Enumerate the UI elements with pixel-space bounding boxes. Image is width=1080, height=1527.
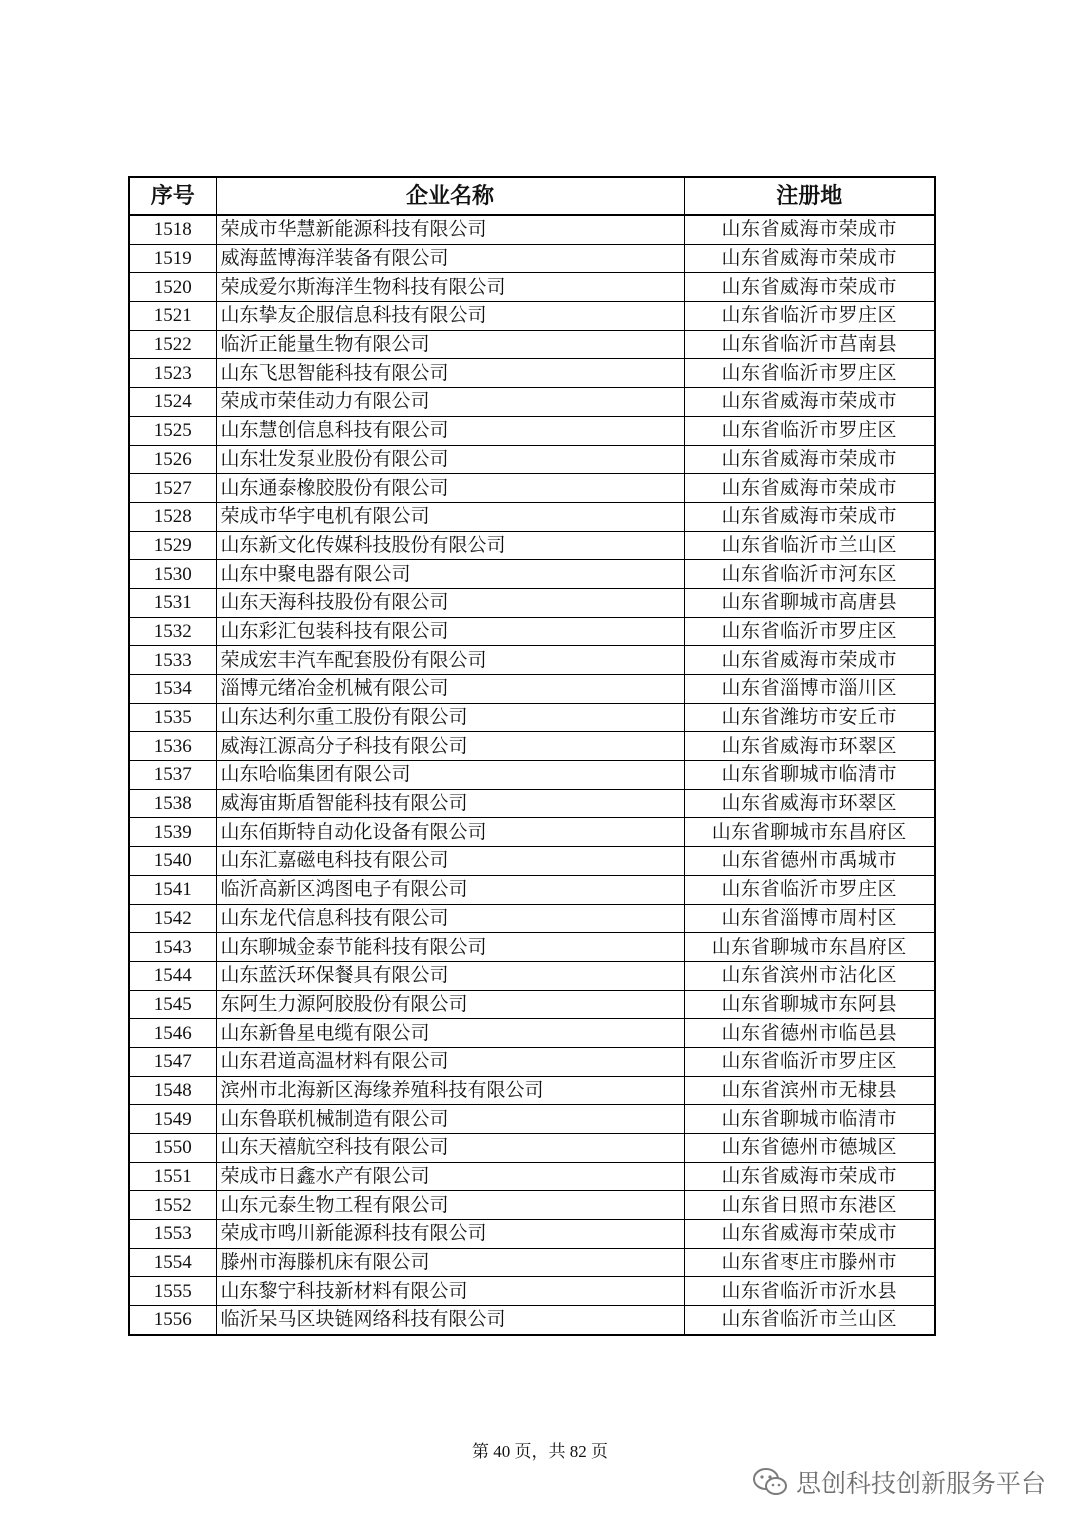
cell-name: 山东壮发泵业股份有限公司 <box>216 445 684 474</box>
table-row <box>129 416 935 445</box>
table-row <box>129 1248 935 1277</box>
cell-no: 1531 <box>129 588 216 617</box>
cell-no: 1522 <box>129 330 216 359</box>
table-row <box>129 875 935 904</box>
header-no: 序号 <box>129 177 216 215</box>
cell-name: 淄博元绪冶金机械有限公司 <box>216 675 684 704</box>
cell-location: 山东省聊城市东昌府区 <box>684 818 935 847</box>
table-row <box>129 215 935 244</box>
cell-name: 荣成市鸣川新能源科技有限公司 <box>216 1220 684 1249</box>
table-row <box>129 847 935 876</box>
cell-location: 山东省威海市荣成市 <box>684 1162 935 1191</box>
table-row <box>129 933 935 962</box>
cell-no: 1543 <box>129 933 216 962</box>
table-row <box>129 1105 935 1134</box>
cell-name: 威海蓝博海洋装备有限公司 <box>216 244 684 273</box>
cell-no: 1550 <box>129 1134 216 1163</box>
cell-no: 1529 <box>129 531 216 560</box>
cell-name: 荣成市华慧新能源科技有限公司 <box>216 215 684 244</box>
table-row <box>129 1134 935 1163</box>
cell-no: 1525 <box>129 416 216 445</box>
cell-no: 1541 <box>129 875 216 904</box>
cell-location: 山东省聊城市临清市 <box>684 1105 935 1134</box>
cell-name: 山东汇嘉磁电科技有限公司 <box>216 847 684 876</box>
cell-location: 山东省临沂市莒南县 <box>684 330 935 359</box>
cell-name: 山东佰斯特自动化设备有限公司 <box>216 818 684 847</box>
cell-no: 1518 <box>129 215 216 244</box>
table-row <box>129 560 935 589</box>
cell-no: 1523 <box>129 359 216 388</box>
cell-location: 山东省临沂市罗庄区 <box>684 302 935 331</box>
cell-no: 1555 <box>129 1277 216 1306</box>
watermark-text: 思创科技创新服务平台 <box>795 1469 1046 1498</box>
cell-location: 山东省德州市德城区 <box>684 1134 935 1163</box>
cell-name: 山东哈临集团有限公司 <box>216 761 684 790</box>
cell-name: 山东挚友企服信息科技有限公司 <box>216 302 684 331</box>
cell-no: 1554 <box>129 1248 216 1277</box>
table-row <box>129 1019 935 1048</box>
table-row <box>129 474 935 503</box>
cell-name: 荣成爱尔斯海洋生物科技有限公司 <box>216 273 684 302</box>
cell-no: 1537 <box>129 761 216 790</box>
table-row <box>129 330 935 359</box>
cell-location: 山东省威海市环翠区 <box>684 789 935 818</box>
cell-no: 1553 <box>129 1220 216 1249</box>
cell-name: 威海江源高分子科技有限公司 <box>216 732 684 761</box>
cell-location: 山东省德州市禹城市 <box>684 847 935 876</box>
cell-no: 1551 <box>129 1162 216 1191</box>
cell-location: 山东省威海市荣成市 <box>684 388 935 417</box>
cell-name: 山东天禧航空科技有限公司 <box>216 1134 684 1163</box>
table-row <box>129 1162 935 1191</box>
cell-no: 1520 <box>129 273 216 302</box>
cell-no: 1533 <box>129 646 216 675</box>
table-row <box>129 761 935 790</box>
cell-location: 山东省滨州市沾化区 <box>684 961 935 990</box>
page-number: 第 40 页，共 82 页 <box>472 1442 608 1461</box>
cell-no: 1526 <box>129 445 216 474</box>
cell-location: 山东省临沂市罗庄区 <box>684 617 935 646</box>
cell-location: 山东省聊城市东昌府区 <box>684 933 935 962</box>
table-row <box>129 646 935 675</box>
cell-location: 山东省聊城市东阿县 <box>684 990 935 1019</box>
cell-no: 1544 <box>129 961 216 990</box>
cell-location: 山东省威海市荣成市 <box>684 646 935 675</box>
cell-name: 山东黎宁科技新材料有限公司 <box>216 1277 684 1306</box>
cell-no: 1527 <box>129 474 216 503</box>
cell-name: 荣成宏丰汽车配套股份有限公司 <box>216 646 684 675</box>
cell-no: 1540 <box>129 847 216 876</box>
cell-name: 荣成市日鑫水产有限公司 <box>216 1162 684 1191</box>
cell-name: 临沂呆马区块链网络科技有限公司 <box>216 1306 684 1335</box>
cell-name: 山东元泰生物工程有限公司 <box>216 1191 684 1220</box>
cell-name: 威海宙斯盾智能科技有限公司 <box>216 789 684 818</box>
table-row <box>129 703 935 732</box>
cell-location: 山东省枣庄市滕州市 <box>684 1248 935 1277</box>
table-row <box>129 302 935 331</box>
table-row <box>129 990 935 1019</box>
cell-location: 山东省临沂市沂水县 <box>684 1277 935 1306</box>
table-row <box>129 1306 935 1335</box>
cell-no: 1519 <box>129 244 216 273</box>
cell-no: 1539 <box>129 818 216 847</box>
cell-no: 1556 <box>129 1306 216 1335</box>
table-row <box>129 961 935 990</box>
cell-no: 1549 <box>129 1105 216 1134</box>
cell-location: 山东省潍坊市安丘市 <box>684 703 935 732</box>
cell-no: 1548 <box>129 1076 216 1105</box>
cell-location: 山东省威海市荣成市 <box>684 1220 935 1249</box>
cell-name: 山东君道高温材料有限公司 <box>216 1047 684 1076</box>
cell-no: 1547 <box>129 1047 216 1076</box>
table-row <box>129 502 935 531</box>
cell-no: 1521 <box>129 302 216 331</box>
cell-location: 山东省威海市荣成市 <box>684 215 935 244</box>
table-row <box>129 588 935 617</box>
table-row <box>129 1191 935 1220</box>
cell-name: 山东新鲁星电缆有限公司 <box>216 1019 684 1048</box>
cell-location: 山东省威海市环翠区 <box>684 732 935 761</box>
header-location: 注册地 <box>684 177 935 215</box>
cell-name: 山东中聚电器有限公司 <box>216 560 684 589</box>
table-body <box>129 215 935 1335</box>
cell-name: 临沂正能量生物有限公司 <box>216 330 684 359</box>
cell-no: 1545 <box>129 990 216 1019</box>
cell-name: 山东龙代信息科技有限公司 <box>216 904 684 933</box>
cell-location: 山东省威海市荣成市 <box>684 273 935 302</box>
table-row <box>129 1277 935 1306</box>
cell-location: 山东省临沂市罗庄区 <box>684 359 935 388</box>
cell-name: 滨州市北海新区海缘养殖科技有限公司 <box>216 1076 684 1105</box>
cell-location: 山东省临沂市河东区 <box>684 560 935 589</box>
wechat-icon <box>752 1467 788 1497</box>
cell-no: 1532 <box>129 617 216 646</box>
table-row <box>129 818 935 847</box>
cell-name: 临沂高新区鸿图电子有限公司 <box>216 875 684 904</box>
table-row <box>129 1047 935 1076</box>
cell-name: 山东慧创信息科技有限公司 <box>216 416 684 445</box>
table-header-row <box>129 177 935 215</box>
cell-location: 山东省临沂市罗庄区 <box>684 416 935 445</box>
cell-name: 山东聊城金泰节能科技有限公司 <box>216 933 684 962</box>
cell-no: 1535 <box>129 703 216 732</box>
cell-no: 1552 <box>129 1191 216 1220</box>
cell-location: 山东省临沂市兰山区 <box>684 531 935 560</box>
cell-location: 山东省聊城市高唐县 <box>684 588 935 617</box>
cell-no: 1538 <box>129 789 216 818</box>
table-row <box>129 388 935 417</box>
table-row <box>129 531 935 560</box>
cell-location: 山东省威海市荣成市 <box>684 445 935 474</box>
table-row <box>129 904 935 933</box>
cell-no: 1546 <box>129 1019 216 1048</box>
cell-name: 滕州市海滕机床有限公司 <box>216 1248 684 1277</box>
cell-location: 山东省德州市临邑县 <box>684 1019 935 1048</box>
cell-name: 荣成市华宇电机有限公司 <box>216 502 684 531</box>
cell-name: 山东天海科技股份有限公司 <box>216 588 684 617</box>
table-row <box>129 445 935 474</box>
table-row <box>129 1076 935 1105</box>
cell-name: 山东蓝沃环保餐具有限公司 <box>216 961 684 990</box>
enterprise-table <box>128 176 936 1336</box>
table-row <box>129 359 935 388</box>
cell-name: 荣成市荣佳动力有限公司 <box>216 388 684 417</box>
cell-no: 1530 <box>129 560 216 589</box>
cell-location: 山东省威海市荣成市 <box>684 502 935 531</box>
cell-location: 山东省临沂市兰山区 <box>684 1306 935 1335</box>
cell-no: 1524 <box>129 388 216 417</box>
cell-location: 山东省淄博市淄川区 <box>684 675 935 704</box>
cell-name: 山东飞思智能科技有限公司 <box>216 359 684 388</box>
cell-name: 山东通泰橡胶股份有限公司 <box>216 474 684 503</box>
watermark <box>752 1464 1046 1500</box>
cell-location: 山东省临沂市罗庄区 <box>684 875 935 904</box>
cell-no: 1534 <box>129 675 216 704</box>
cell-name: 山东达利尔重工股份有限公司 <box>216 703 684 732</box>
table-row <box>129 273 935 302</box>
cell-location: 山东省威海市荣成市 <box>684 474 935 503</box>
cell-name: 山东新文化传媒科技股份有限公司 <box>216 531 684 560</box>
header-name: 企业名称 <box>216 177 684 215</box>
cell-location: 山东省威海市荣成市 <box>684 244 935 273</box>
table-row <box>129 675 935 704</box>
cell-location: 山东省聊城市临清市 <box>684 761 935 790</box>
cell-location: 山东省淄博市周村区 <box>684 904 935 933</box>
table-row <box>129 1220 935 1249</box>
cell-location: 山东省日照市东港区 <box>684 1191 935 1220</box>
cell-name: 山东彩汇包装科技有限公司 <box>216 617 684 646</box>
table-row <box>129 789 935 818</box>
cell-location: 山东省临沂市罗庄区 <box>684 1047 935 1076</box>
cell-no: 1536 <box>129 732 216 761</box>
cell-location: 山东省滨州市无棣县 <box>684 1076 935 1105</box>
cell-name: 东阿生力源阿胶股份有限公司 <box>216 990 684 1019</box>
cell-no: 1528 <box>129 502 216 531</box>
cell-no: 1542 <box>129 904 216 933</box>
table-row <box>129 244 935 273</box>
cell-name: 山东鲁联机械制造有限公司 <box>216 1105 684 1134</box>
table-row <box>129 732 935 761</box>
table-row <box>129 617 935 646</box>
